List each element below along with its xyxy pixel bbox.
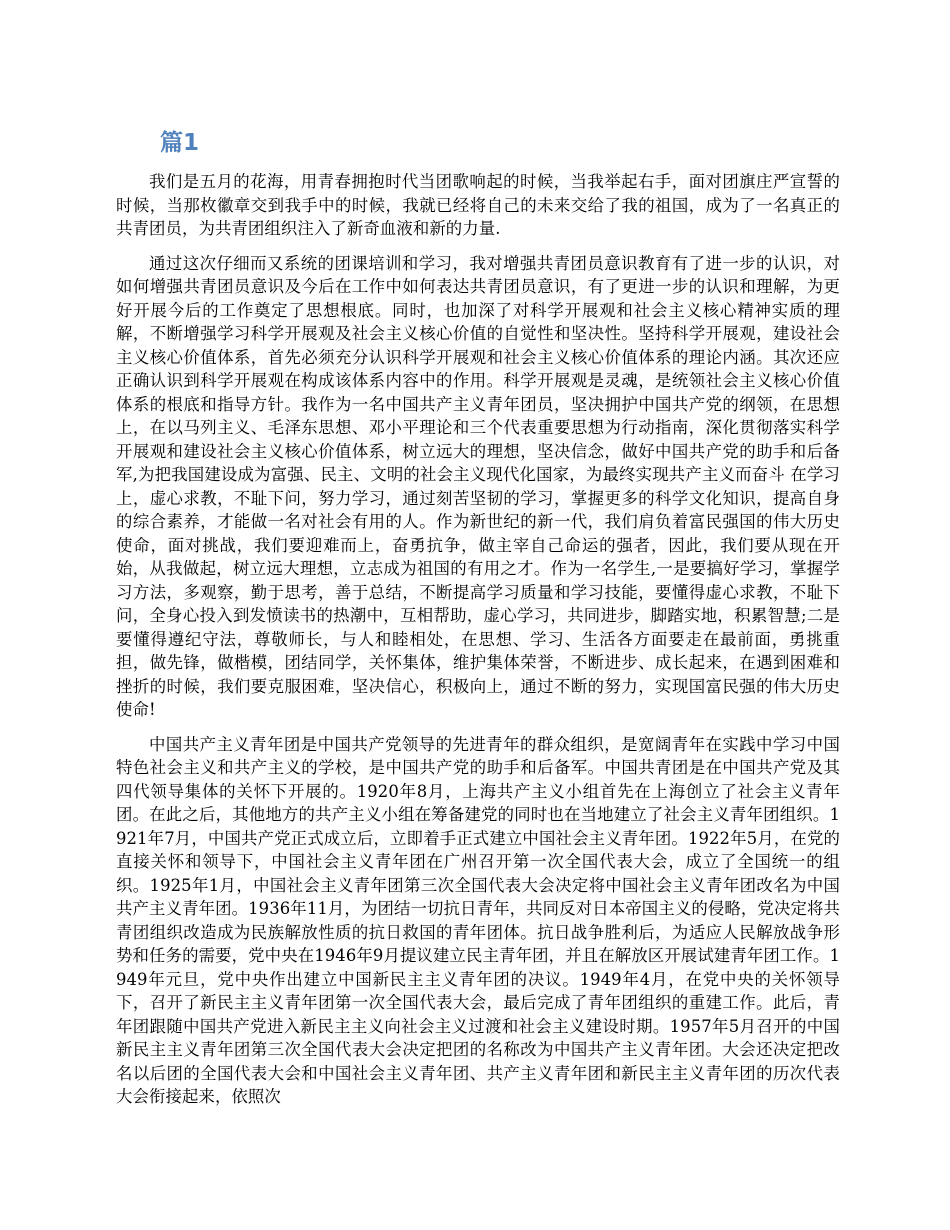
paragraph-2: 通过这次仔细而又系统的团课培训和学习，我对增强共青团员意识教育有了进一步的认识，对如何增强共青团员意识及今后在工作中如何表达共青团员意识，有了更进一步的认识和理解，为更好开展今后的工作奠定了思想根底。同时，也加深了对科学开展观和社会主义核心精神实质的理解，不断增强学习科学开展观及社会主义核心价值的自觉性和坚决性。坚持科学开展观，建设社会主义核心价值体系，首先必须充分认识科学开展观和社会主义核心价值体系的理论内涵。其次还应正确认识到科学开展观在构成该体系内容中的作用。科学开展观是灵魂，是统领社会主义核心价值体系的根底和指导方针。我作为一名中国共产主义青年团员，坚决拥护中国共产党的纲领，在思想上，在以马列主义、毛泽东思想、邓小平理论和三个代表重要思想为行动指南，深化贯彻落实科学开展观和建设社会主义核心价值体系，树立远大的理想，坚决信念，做好中国共产党的助手和后备军,为把我国建设成为富强、民主、文明的社会主义现代化国家，为最终实现共产主义而奋斗 在学习上，虚心求教，不耻下问，努力学习，通过刻苦坚韧的学习，掌握更多的科学文化知识，提高自身的综合素养，才能做一名对社会有用的人。作为新世纪的新一代，我们肩负着富民强国的伟大历史使命，面对挑战，我们要迎难而上，奋勇抗争，做主宰自己命运的强者，因此，我们要从现在开始，从我做起，树立远大理想，立志成为祖国的有用之才。作为一名学生,一是要搞好学习，掌握学习方法，多观察，勤于思考，善于总结，不断提高学习质量和学习技能，要懂得虚心求教，不耻下问，全身心投入到发愤读书的热潮中，互相帮助，虚心学习，共同进步，脚踏实地，积累智慧;二是要懂得遵纪守法，尊敬师长，与人和睦相处，在思想、学习、生活各方面要走在最前面，勇挑重担，做先锋，做楷模，团结同学，关怀集体，维护集体荣誉，不断进步、成长起来，在遇到困难和挫折的时候，我们要克服困难，坚决信心，积极向上，通过不断的努力，实现国富民强的伟大历史使命! xyxy=(116,253,840,719)
section-heading: 篇1 xyxy=(160,130,200,156)
paragraph-3: 中国共产主义青年团是中国共产党领导的先进青年的群众组织，是宽阔青年在实践中学习中国特色社会主义和共产主义的学校，是中国共产党的助手和后备军。中国共青团是在中国共产党及其四代领导集体的关怀下开展的。1920年8月，上海共产主义小组首先在上海创立了社会主义青年团。在此之后，其他地方的共产主义小组在筹备建党的同时也在当地建立了社会主义青年团组织。1921年7月，中国共产党正式成立后，立即着手正式建立中国社会主义青年团。1922年5月，在党的直接关怀和领导下，中国社会主义青年团在广州召开第一次全国代表大会，成立了全国统一的组织。1925年1月，中国社会主义青年团第三次全国代表大会决定将中国社会主义青年团改名为中国共产主义青年团。1936年11月，为团结一切抗日青年，共同反对日本帝国主义的侵略，党决定将共青团组织改造成为民族解放性质的抗日救国的青年团体。抗日战争胜利后，为适应人民解放战争形势和任务的需要，党中央在1946年9月提议建立民主青年团，并且在解放区开展试建青年团工作。1949年元旦，党中央作出建立中国新民主主义青年团的决议。1949年4月，在党中央的关怀领导下，召开了新民主主义青年团第一次全国代表大会，最后完成了青年团组织的重建工作。此后，青年团跟随中国共产党进入新民主主义向社会主义过渡和社会主义建设时期。1957年5月召开的中国新民主主义青年团第三次全国代表大会决定把团的名称改为中国共产主义青年团。大会还决定把改名以后团的全国代表大会和中国社会主义青年团、共产主义青年团和新民主主义青年团的历次代表大会衔接起来，依照次 xyxy=(116,734,840,1106)
paragraph-1: 我们是五月的花海，用青春拥抱时代当团歌响起的时候，当我举起右手，面对团旗庄严宣誓的时候，当那枚徽章交到我手中的时候，我就已经将自己的未来交给了我的祖国，成为了一名真正的共青团员，为共青团组织注入了新奇血液和新的力量. xyxy=(116,172,840,238)
